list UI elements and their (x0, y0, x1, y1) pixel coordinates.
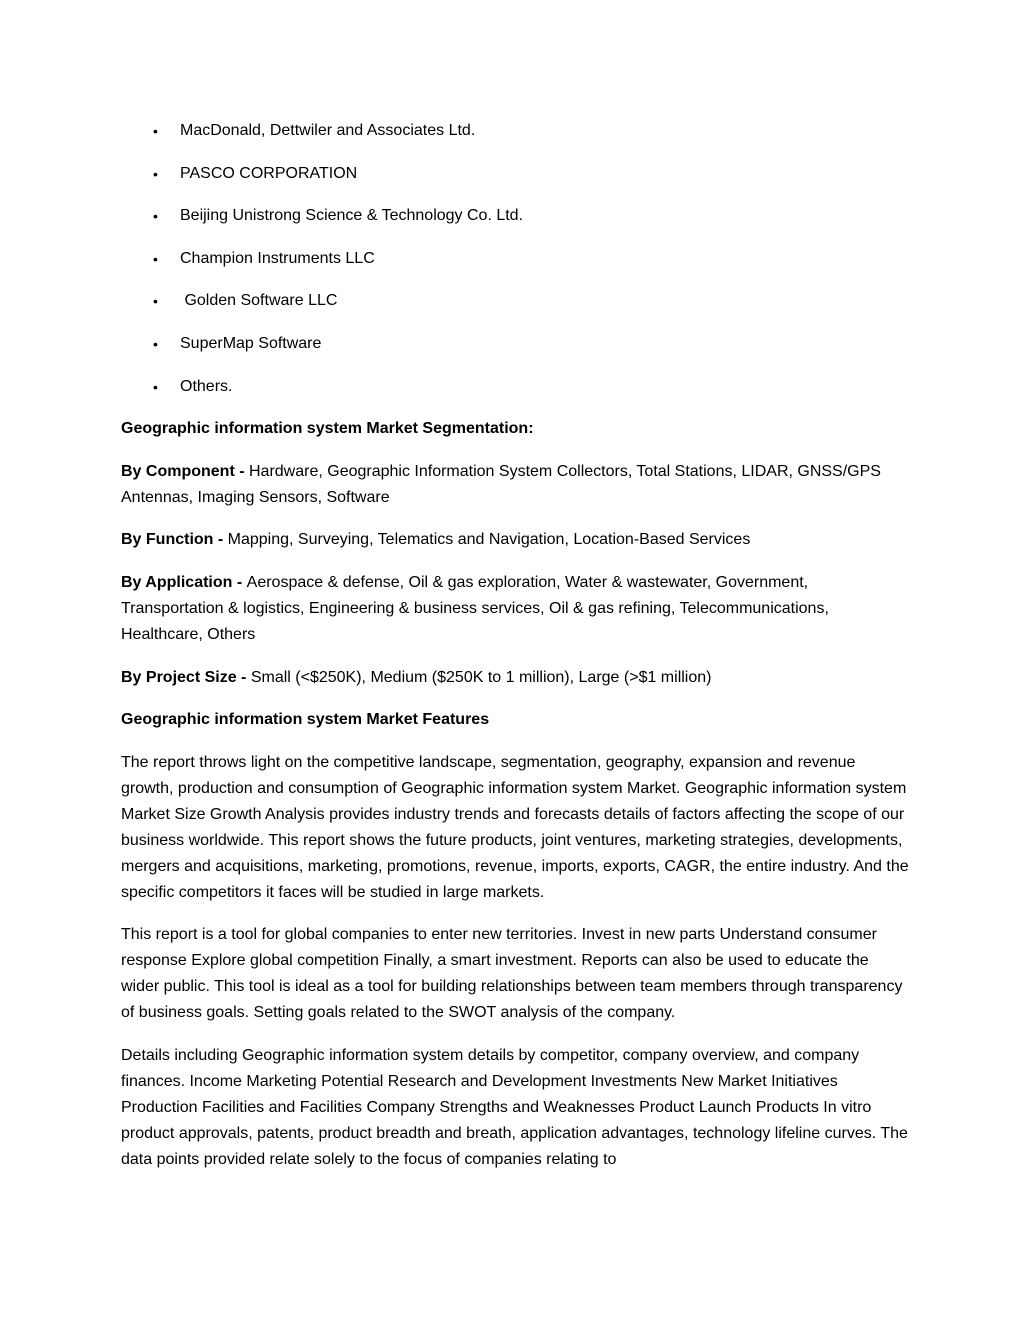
segment-by-component (121, 459, 911, 511)
segment-label: By Project Size - (121, 668, 251, 686)
bullet-icon: • (153, 293, 158, 310)
company-name: Beijing Unistrong Science & Technology Co. Ltd. (180, 207, 524, 225)
company-name: MacDonald, Dettwiler and Associates Ltd. (180, 122, 476, 139)
company-name: Champion Instruments LLC (180, 249, 375, 267)
segment-text: Hardware, Geographic Information System Collectors, Total Stations, LIDAR, GNSS/GPS Antennas, Imaging Sensors, Software (121, 462, 881, 506)
features-heading: Geographic information system Market Features (121, 711, 490, 729)
bullet-icon: • (153, 123, 158, 139)
list-item (121, 288, 911, 314)
segment-by-application (121, 570, 911, 648)
list-item (121, 161, 911, 187)
bullet-icon: • (153, 165, 158, 182)
segmentation-heading: Geographic information system Market Segmentation: (121, 420, 534, 438)
bullet-icon: • (153, 335, 158, 352)
bullet-icon: • (153, 378, 158, 395)
document-body (121, 118, 911, 1190)
features-paragraph: Details including Geographic information system details by competitor, company overview, and company finances. Income Marketing Potential Research and Development Investments New Market Initiatives Production Facilities and Facilities Company Strengths and Weaknesses Product Launch Products In vitro product approvals, patents, product breadth and breath, application advantages, technology lifeline curves. The data points provided relate solely to the focus of companies relating to (121, 1046, 908, 1168)
company-name: SuperMap Software (180, 334, 322, 352)
company-name: PASCO CORPORATION (180, 164, 358, 182)
segment-text: Mapping, Surveying, Telematics and Navigation, Location-Based Services (227, 531, 751, 549)
features-paragraph: This report is a tool for global companies to enter new territories. Invest in new parts Understand consumer response Explore global competition Finally, a smart investment. Reports can also be used to educate the wider public. This tool is ideal as a tool for building relationships between team members through transparency of business goals. Setting goals related to the SWOT analysis of the company. (121, 926, 903, 1022)
bullet-icon: • (153, 208, 158, 225)
company-list (121, 118, 911, 400)
list-item (121, 331, 911, 357)
list-item (121, 118, 911, 144)
segment-label: By Application - (121, 573, 247, 591)
segment-label: By Component - (121, 462, 249, 480)
segment-text: Small (<$250K), Medium ($250K to 1 million), Large (>$1 million) (250, 668, 712, 686)
segment-text: Aerospace & defense, Oil & gas exploration, Water & wastewater, Government, Transportation & logistics, Engineering & business services, Oil & gas refining, Telecommunications, Healthcare, Others (121, 573, 829, 643)
segment-by-function (121, 527, 911, 553)
bullet-icon: • (153, 250, 158, 267)
segment-by-project-size (121, 665, 911, 691)
list-item (121, 246, 911, 272)
features-paragraph: The report throws light on the competitive landscape, segmentation, geography, expansion and revenue growth, production and consumption of Geographic information system Market. Geographic information system Market Size Growth Analysis provides industry trends and forecasts details of factors affecting the scope of our business worldwide. This report shows the future products, joint ventures, marketing strategies, developments, mergers and acquisitions, marketing, promotions, revenue, imports, exports, CAGR, the entire industry. And the specific competitors it faces will be studied in large markets. (121, 753, 909, 901)
company-name: Others. (180, 377, 233, 395)
company-name: Golden Software LLC (180, 292, 338, 310)
segment-label: By Function - (121, 531, 228, 549)
list-item (121, 203, 911, 229)
list-item (121, 374, 911, 400)
